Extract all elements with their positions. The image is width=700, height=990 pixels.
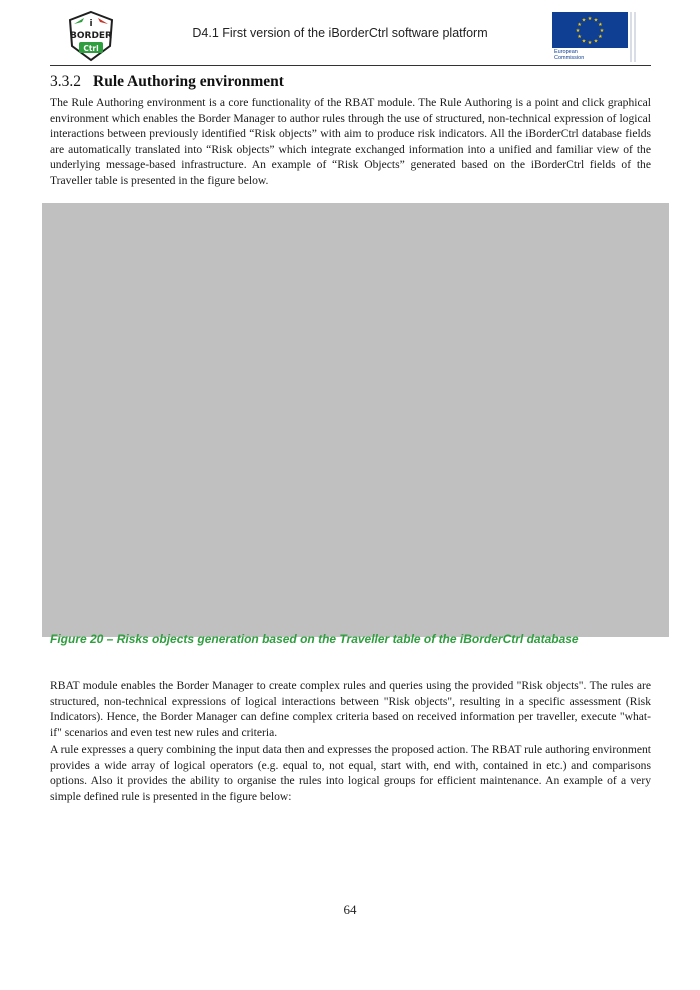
eu-commission-logo bbox=[552, 12, 628, 62]
document-title: D4.1 First version of the iBorderCtrl software platform bbox=[192, 26, 488, 40]
iborderctrl-logo-icon bbox=[66, 10, 116, 62]
header-divider bbox=[50, 65, 651, 66]
section-heading bbox=[50, 73, 284, 91]
page-number: 64 bbox=[343, 902, 357, 917]
svg-text:★: ★ bbox=[587, 16, 593, 22]
svg-text:★: ★ bbox=[587, 40, 593, 46]
svg-text:★: ★ bbox=[598, 22, 603, 28]
eu-decoration bbox=[630, 12, 638, 62]
logo-line3: Ctrl bbox=[83, 44, 99, 53]
svg-text:★: ★ bbox=[581, 17, 587, 24]
rule-paragraph: A rule expresses a query combining the input data then and expresses the proposed action. The RBAT rule authoring environment provides a wide array of logical operators (e.g. equal to, not equal, start with, end with, contained in etc.) and comparisons options. Also it provides the ability to organise the rules into logical groups for efficient maintenance. An example of a very simple defined rule is presented in the figure below: bbox=[50, 743, 652, 803]
svg-text:★: ★ bbox=[593, 17, 599, 24]
svg-text:★: ★ bbox=[577, 34, 582, 40]
eu-caption-line2: Commission bbox=[554, 55, 585, 61]
intro-paragraph: The Rule Authoring environment is a core functionality of the RBAT module. The Rule Authoring is a point and click graphical environment which enables the Border Manager to author rules through the use of structured, non-technical expression of logical interactions between previously identified “Risk objects” with aim to produce risk indicators. All the iBorderCtrl database fields are automatically translated into “Risk objects” which integrate exchanged information into a unified and familiar view of the underlying message-based infrastructure. An example of “Risk Objects” generated based on the iBorderCtrl fields of the Traveller table is presented in the figure below. bbox=[50, 96, 651, 187]
figure-image-placeholder bbox=[42, 203, 669, 637]
logo-line1: i bbox=[89, 19, 93, 29]
eu-flag-icon bbox=[552, 12, 628, 48]
figure-caption-container bbox=[50, 628, 651, 648]
svg-text:★: ★ bbox=[598, 34, 603, 40]
section-title: Rule Authoring environment bbox=[93, 73, 284, 90]
eu-caption-line1: European bbox=[554, 49, 578, 55]
eu-stars-icon bbox=[552, 12, 628, 48]
svg-text:★: ★ bbox=[599, 28, 605, 34]
svg-text:★: ★ bbox=[575, 28, 581, 34]
logo-line2: BORDER bbox=[70, 31, 112, 41]
svg-text:★: ★ bbox=[581, 38, 587, 45]
page-header bbox=[0, 0, 700, 70]
svg-text:★: ★ bbox=[593, 38, 599, 45]
svg-text:★: ★ bbox=[577, 22, 582, 28]
section-number: 3.3.2 bbox=[50, 73, 81, 90]
figure-caption: Figure 20 – Risks objects generation based on the Traveller table of the iBorderCtrl database bbox=[50, 632, 579, 646]
rbat-paragraph: RBAT module enables the Border Manager to create complex rules and queries using the provided "Risk objects". The rules are structured, non-technical expressions of logical interactions between "Risk objects", resulting in a specific assessment (Risk Indicators). Hence, the Border Manager can define complex criteria based on received information per traveller, execute "what-if" scenarios and even test new rules and criteria. bbox=[50, 679, 651, 739]
eu-caption bbox=[554, 49, 584, 61]
